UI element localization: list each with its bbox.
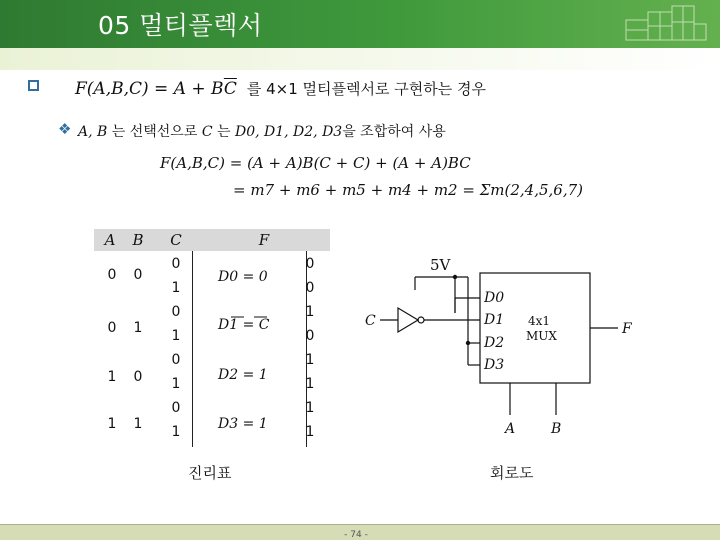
truth-table-caption: 진리표 bbox=[188, 464, 232, 482]
f-value: 1 bbox=[305, 304, 315, 320]
b-value: 0 bbox=[133, 267, 143, 283]
footer-divider bbox=[0, 524, 720, 525]
data-inputs: D0, D1, D2, D3 bbox=[234, 124, 343, 140]
input-var: C bbox=[201, 124, 213, 140]
select-b-label: B bbox=[551, 421, 562, 437]
c-value: 0 bbox=[171, 304, 181, 320]
a-value: 0 bbox=[107, 320, 117, 336]
pin-d0-label: D0 bbox=[484, 290, 505, 306]
expansion-equation: F(A,B,C) = (A + A)B(C + C) + (A + A)BC bbox=[160, 154, 471, 172]
f-value: 0 bbox=[305, 280, 315, 296]
slide-header bbox=[0, 0, 720, 48]
f-value: 0 bbox=[305, 256, 315, 272]
d1-bar-icon bbox=[94, 229, 330, 447]
a-value: 1 bbox=[107, 416, 117, 432]
pin-d2-label: D2 bbox=[484, 335, 505, 351]
c-value: 0 bbox=[171, 256, 181, 272]
c-value: 1 bbox=[171, 424, 181, 440]
f-value: 1 bbox=[305, 424, 315, 440]
pin-d3-label: D3 bbox=[484, 357, 505, 373]
header-a: A bbox=[104, 231, 116, 249]
select-vars: A, B bbox=[78, 124, 108, 140]
slide-title: 05 멀티플렉서 bbox=[98, 11, 263, 40]
usage-description bbox=[78, 121, 446, 141]
d1-expression-text: D1 = C bbox=[218, 317, 270, 333]
f-value: 1 bbox=[305, 376, 315, 392]
c-value: 0 bbox=[171, 352, 181, 368]
mux-type-label: MUX bbox=[526, 329, 557, 343]
f-value: 1 bbox=[305, 352, 315, 368]
mux-size-label: 4x1 bbox=[528, 314, 551, 328]
d2-expression: D2 = 1 bbox=[218, 367, 268, 383]
usage-text-1: 는 선택선으로 bbox=[107, 124, 202, 140]
diamond-bullet-icon: ❖ bbox=[58, 120, 72, 138]
c-value: 1 bbox=[171, 376, 181, 392]
usage-text-3: 을 조합하여 사용 bbox=[342, 124, 446, 140]
d0-expression: D0 = 0 bbox=[218, 269, 268, 285]
c-value: 0 bbox=[171, 400, 181, 416]
c-value: 1 bbox=[171, 328, 181, 344]
supply-label: 5V bbox=[430, 256, 451, 274]
input-c-label: C bbox=[365, 313, 376, 329]
building-blocks-icon bbox=[616, 2, 712, 46]
c-value: 1 bbox=[171, 280, 181, 296]
function-formula: F(A,B,C) = A + B bbox=[75, 79, 224, 99]
function-formula-c-bar: $\overline{C}$ bbox=[223, 79, 237, 99]
circuit-caption: 회로도 bbox=[490, 464, 534, 482]
function-description: 를 4×1 멀티플렉서로 구현하는 경우 bbox=[246, 80, 486, 98]
d3-expression: D3 = 1 bbox=[218, 416, 268, 432]
a-value: 1 bbox=[107, 369, 117, 385]
f-value: 1 bbox=[305, 400, 315, 416]
square-bullet-icon bbox=[28, 80, 39, 91]
mux-circuit-diagram bbox=[360, 255, 660, 440]
page-number: - 74 - bbox=[344, 530, 368, 540]
header-band bbox=[0, 48, 720, 70]
usage-text-2: 는 bbox=[212, 124, 235, 140]
a-value: 0 bbox=[107, 267, 117, 283]
header-b: B bbox=[132, 231, 144, 249]
b-value: 1 bbox=[133, 416, 143, 432]
b-value: 0 bbox=[133, 369, 143, 385]
function-statement bbox=[75, 78, 486, 99]
minterm-equation: = m7 + m6 + m5 + m4 + m2 = Σm(2,4,5,6,7) bbox=[233, 181, 584, 199]
output-f-label: F bbox=[622, 321, 632, 337]
f-value: 0 bbox=[305, 328, 315, 344]
b-value: 1 bbox=[133, 320, 143, 336]
header-f: F bbox=[258, 231, 270, 249]
select-a-label: A bbox=[505, 421, 516, 437]
truth-table bbox=[94, 229, 330, 447]
header-c: C bbox=[170, 231, 182, 249]
pin-d1-label: D1 bbox=[484, 312, 505, 328]
